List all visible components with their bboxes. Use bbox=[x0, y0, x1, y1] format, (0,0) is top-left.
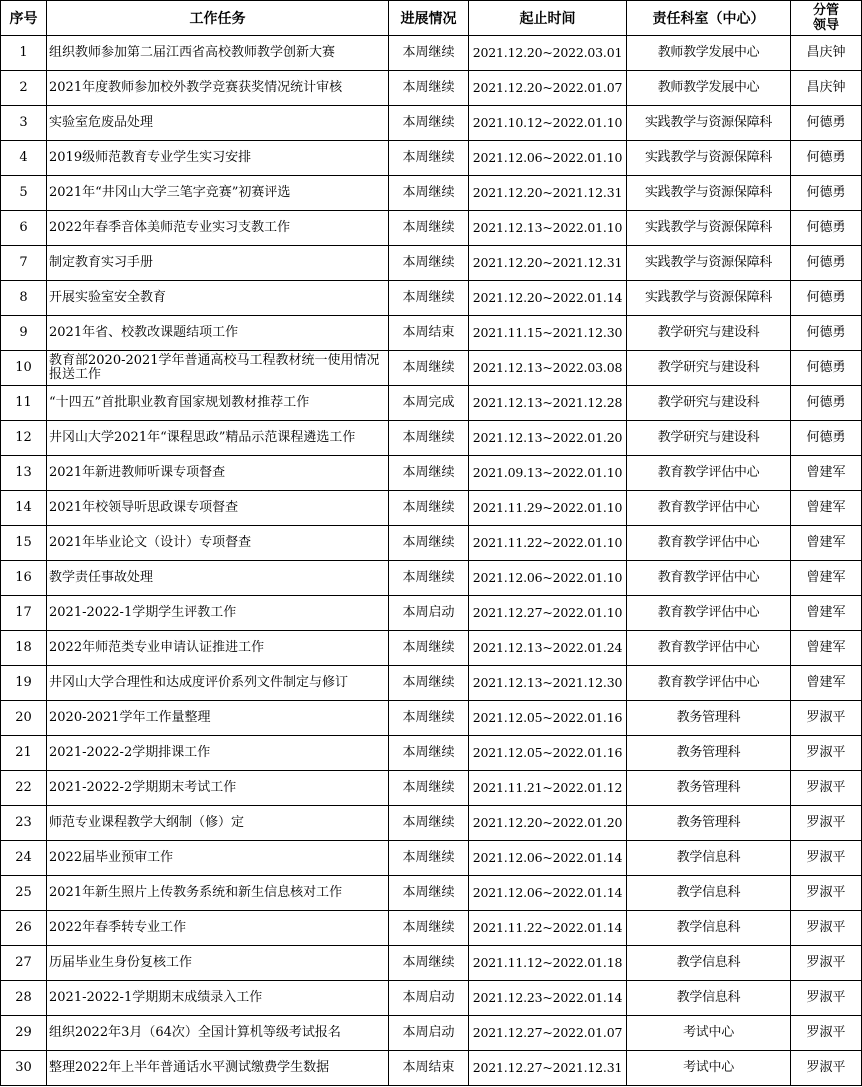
cell-status: 本周继续 bbox=[389, 491, 469, 526]
cell-leader: 何德勇 bbox=[791, 106, 862, 141]
cell-task: 井冈山大学2021年“课程思政”精品示范课程遴选工作 bbox=[47, 421, 389, 456]
cell-leader: 罗淑平 bbox=[791, 981, 862, 1016]
cell-task: 2020-2021学年工作量整理 bbox=[47, 701, 389, 736]
table-row bbox=[1, 876, 862, 911]
cell-status: 本周继续 bbox=[389, 806, 469, 841]
cell-no: 3 bbox=[1, 106, 47, 141]
header-leader-line1: 分管 bbox=[812, 3, 839, 18]
cell-period: 2021.12.06~2022.01.10 bbox=[469, 561, 627, 596]
cell-task: 教学责任事故处理 bbox=[47, 561, 389, 596]
cell-status: 本周继续 bbox=[389, 281, 469, 316]
table-row bbox=[1, 1016, 862, 1051]
cell-no: 9 bbox=[1, 316, 47, 351]
cell-status: 本周继续 bbox=[389, 106, 469, 141]
cell-period: 2021.12.20~2022.03.01 bbox=[469, 36, 627, 71]
cell-no: 21 bbox=[1, 736, 47, 771]
cell-period: 2021.12.20~2022.01.07 bbox=[469, 71, 627, 106]
cell-period: 2021.12.27~2021.12.31 bbox=[469, 1051, 627, 1086]
cell-period: 2021.12.20~2021.12.31 bbox=[469, 176, 627, 211]
cell-dept: 教学信息科 bbox=[627, 946, 791, 981]
cell-status: 本周继续 bbox=[389, 456, 469, 491]
cell-task: 2021年毕业论文（设计）专项督查 bbox=[47, 526, 389, 561]
cell-task: 组织2022年3月（64次）全国计算机等级考试报名 bbox=[47, 1016, 389, 1051]
cell-period: 2021.12.20~2021.12.31 bbox=[469, 246, 627, 281]
header-leader-line2: 领导 bbox=[812, 18, 839, 33]
cell-leader: 罗淑平 bbox=[791, 946, 862, 981]
cell-no: 1 bbox=[1, 36, 47, 71]
cell-status: 本周继续 bbox=[389, 351, 469, 386]
cell-dept: 教学研究与建设科 bbox=[627, 386, 791, 421]
cell-leader: 何德勇 bbox=[791, 281, 862, 316]
cell-leader: 何德勇 bbox=[791, 421, 862, 456]
cell-dept: 教育教学评估中心 bbox=[627, 596, 791, 631]
table-row bbox=[1, 106, 862, 141]
table-row bbox=[1, 36, 862, 71]
cell-no: 11 bbox=[1, 386, 47, 421]
cell-period: 2021.12.13~2021.12.30 bbox=[469, 666, 627, 701]
table-row bbox=[1, 981, 862, 1016]
cell-task: 2022届毕业预审工作 bbox=[47, 841, 389, 876]
cell-leader: 罗淑平 bbox=[791, 701, 862, 736]
cell-leader: 昌庆钟 bbox=[791, 36, 862, 71]
cell-period: 2021.12.05~2022.01.16 bbox=[469, 736, 627, 771]
table-row bbox=[1, 1051, 862, 1086]
cell-status: 本周继续 bbox=[389, 421, 469, 456]
cell-period: 2021.12.20~2022.01.20 bbox=[469, 806, 627, 841]
table-row bbox=[1, 701, 862, 736]
cell-period: 2021.10.12~2022.01.10 bbox=[469, 106, 627, 141]
cell-leader: 曾建军 bbox=[791, 456, 862, 491]
cell-task: 2021-2022-2学期排课工作 bbox=[47, 736, 389, 771]
cell-period: 2021.12.23~2022.01.14 bbox=[469, 981, 627, 1016]
cell-no: 5 bbox=[1, 176, 47, 211]
cell-leader: 曾建军 bbox=[791, 526, 862, 561]
cell-status: 本周结束 bbox=[389, 1051, 469, 1086]
cell-leader: 曾建军 bbox=[791, 596, 862, 631]
cell-dept: 教学信息科 bbox=[627, 876, 791, 911]
header-leader bbox=[791, 1, 862, 36]
cell-dept: 教学研究与建设科 bbox=[627, 351, 791, 386]
cell-task: 2022年师范类专业申请认证推进工作 bbox=[47, 631, 389, 666]
cell-no: 19 bbox=[1, 666, 47, 701]
cell-no: 20 bbox=[1, 701, 47, 736]
cell-task: 2021-2022-1学期学生评教工作 bbox=[47, 596, 389, 631]
cell-task: 开展实验室安全教育 bbox=[47, 281, 389, 316]
cell-task: 2021年新进教师听课专项督查 bbox=[47, 456, 389, 491]
cell-status: 本周继续 bbox=[389, 36, 469, 71]
cell-period: 2021.09.13~2022.01.10 bbox=[469, 456, 627, 491]
cell-leader: 曾建军 bbox=[791, 561, 862, 596]
cell-period: 2021.12.05~2022.01.16 bbox=[469, 701, 627, 736]
cell-dept: 考试中心 bbox=[627, 1051, 791, 1086]
cell-task: 井冈山大学合理性和达成度评价系列文件制定与修订 bbox=[47, 666, 389, 701]
cell-status: 本周继续 bbox=[389, 631, 469, 666]
table-header-row bbox=[1, 1, 862, 36]
cell-task: 2021-2022-2学期期末考试工作 bbox=[47, 771, 389, 806]
header-task: 工作任务 bbox=[47, 1, 389, 36]
table-row bbox=[1, 806, 862, 841]
cell-period: 2021.11.22~2022.01.14 bbox=[469, 911, 627, 946]
cell-dept: 教育教学评估中心 bbox=[627, 561, 791, 596]
cell-dept: 实践教学与资源保障科 bbox=[627, 281, 791, 316]
table-row bbox=[1, 141, 862, 176]
cell-dept: 教育教学评估中心 bbox=[627, 491, 791, 526]
cell-status: 本周继续 bbox=[389, 701, 469, 736]
table-body bbox=[1, 36, 862, 1086]
cell-period: 2021.12.13~2022.03.08 bbox=[469, 351, 627, 386]
table-row bbox=[1, 771, 862, 806]
cell-no: 17 bbox=[1, 596, 47, 631]
cell-leader: 何德勇 bbox=[791, 351, 862, 386]
cell-dept: 教育教学评估中心 bbox=[627, 631, 791, 666]
cell-task: 组织教师参加第二届江西省高校教师教学创新大赛 bbox=[47, 36, 389, 71]
cell-status: 本周继续 bbox=[389, 771, 469, 806]
cell-leader: 罗淑平 bbox=[791, 841, 862, 876]
cell-no: 25 bbox=[1, 876, 47, 911]
table-row bbox=[1, 491, 862, 526]
table-row bbox=[1, 351, 862, 386]
cell-dept: 教务管理科 bbox=[627, 806, 791, 841]
cell-status: 本周结束 bbox=[389, 316, 469, 351]
cell-no: 2 bbox=[1, 71, 47, 106]
table-row bbox=[1, 911, 862, 946]
cell-no: 12 bbox=[1, 421, 47, 456]
table-row bbox=[1, 596, 862, 631]
cell-period: 2021.12.06~2022.01.10 bbox=[469, 141, 627, 176]
table-row bbox=[1, 631, 862, 666]
cell-status: 本周继续 bbox=[389, 736, 469, 771]
cell-period: 2021.12.20~2022.01.14 bbox=[469, 281, 627, 316]
cell-leader: 罗淑平 bbox=[791, 806, 862, 841]
cell-status: 本周继续 bbox=[389, 526, 469, 561]
cell-leader: 何德勇 bbox=[791, 176, 862, 211]
cell-no: 7 bbox=[1, 246, 47, 281]
cell-period: 2021.12.13~2021.12.28 bbox=[469, 386, 627, 421]
cell-period: 2021.11.21~2022.01.12 bbox=[469, 771, 627, 806]
cell-leader: 罗淑平 bbox=[791, 736, 862, 771]
table-row bbox=[1, 71, 862, 106]
cell-no: 22 bbox=[1, 771, 47, 806]
cell-task: 2021年省、校教改课题结项工作 bbox=[47, 316, 389, 351]
table-row bbox=[1, 946, 862, 981]
cell-no: 14 bbox=[1, 491, 47, 526]
table-row bbox=[1, 561, 862, 596]
cell-period: 2021.12.06~2022.01.14 bbox=[469, 841, 627, 876]
cell-leader: 罗淑平 bbox=[791, 911, 862, 946]
cell-status: 本周继续 bbox=[389, 841, 469, 876]
table-row bbox=[1, 386, 862, 421]
cell-dept: 教师教学发展中心 bbox=[627, 71, 791, 106]
cell-no: 10 bbox=[1, 351, 47, 386]
cell-task: 2022年春季转专业工作 bbox=[47, 911, 389, 946]
cell-leader: 曾建军 bbox=[791, 666, 862, 701]
cell-task: 实验室危废品处理 bbox=[47, 106, 389, 141]
cell-no: 13 bbox=[1, 456, 47, 491]
cell-leader: 何德勇 bbox=[791, 316, 862, 351]
cell-no: 6 bbox=[1, 211, 47, 246]
cell-no: 8 bbox=[1, 281, 47, 316]
cell-dept: 教育教学评估中心 bbox=[627, 526, 791, 561]
cell-period: 2021.11.15~2021.12.30 bbox=[469, 316, 627, 351]
cell-task: 制定教育实习手册 bbox=[47, 246, 389, 281]
cell-period: 2021.12.13~2022.01.20 bbox=[469, 421, 627, 456]
cell-status: 本周继续 bbox=[389, 561, 469, 596]
table-row bbox=[1, 211, 862, 246]
cell-status: 本周完成 bbox=[389, 386, 469, 421]
cell-leader: 曾建军 bbox=[791, 491, 862, 526]
table-row bbox=[1, 176, 862, 211]
cell-task: 2021年度教师参加校外教学竞赛获奖情况统计审核 bbox=[47, 71, 389, 106]
cell-period: 2021.12.13~2022.01.24 bbox=[469, 631, 627, 666]
cell-no: 24 bbox=[1, 841, 47, 876]
cell-dept: 教学信息科 bbox=[627, 911, 791, 946]
header-status: 进展情况 bbox=[389, 1, 469, 36]
cell-dept: 实践教学与资源保障科 bbox=[627, 246, 791, 281]
cell-no: 4 bbox=[1, 141, 47, 176]
table-row bbox=[1, 736, 862, 771]
cell-status: 本周启动 bbox=[389, 981, 469, 1016]
cell-leader: 何德勇 bbox=[791, 211, 862, 246]
cell-dept: 教学信息科 bbox=[627, 841, 791, 876]
header-no: 序号 bbox=[1, 1, 47, 36]
cell-dept: 实践教学与资源保障科 bbox=[627, 176, 791, 211]
cell-status: 本周继续 bbox=[389, 946, 469, 981]
header-dept: 责任科室（中心） bbox=[627, 1, 791, 36]
cell-period: 2021.11.22~2022.01.10 bbox=[469, 526, 627, 561]
cell-dept: 教务管理科 bbox=[627, 736, 791, 771]
cell-status: 本周启动 bbox=[389, 1016, 469, 1051]
cell-task: 2022年春季音体美师范专业实习支教工作 bbox=[47, 211, 389, 246]
cell-leader: 昌庆钟 bbox=[791, 71, 862, 106]
cell-task: “十四五”首批职业教育国家规划教材推荐工作 bbox=[47, 386, 389, 421]
cell-no: 30 bbox=[1, 1051, 47, 1086]
table-row bbox=[1, 841, 862, 876]
cell-no: 26 bbox=[1, 911, 47, 946]
cell-no: 15 bbox=[1, 526, 47, 561]
cell-leader: 何德勇 bbox=[791, 386, 862, 421]
table-row bbox=[1, 456, 862, 491]
cell-status: 本周继续 bbox=[389, 666, 469, 701]
cell-no: 28 bbox=[1, 981, 47, 1016]
table-row bbox=[1, 666, 862, 701]
cell-status: 本周继续 bbox=[389, 211, 469, 246]
cell-dept: 教学研究与建设科 bbox=[627, 316, 791, 351]
cell-task: 历届毕业生身份复核工作 bbox=[47, 946, 389, 981]
cell-no: 18 bbox=[1, 631, 47, 666]
cell-period: 2021.12.27~2022.01.07 bbox=[469, 1016, 627, 1051]
cell-period: 2021.11.12~2022.01.18 bbox=[469, 946, 627, 981]
cell-task: 师范专业课程教学大纲制（修）定 bbox=[47, 806, 389, 841]
cell-leader: 何德勇 bbox=[791, 246, 862, 281]
cell-period: 2021.12.27~2022.01.10 bbox=[469, 596, 627, 631]
cell-dept: 教学研究与建设科 bbox=[627, 421, 791, 456]
cell-dept: 教育教学评估中心 bbox=[627, 456, 791, 491]
cell-task: 2021年新生照片上传教务系统和新生信息核对工作 bbox=[47, 876, 389, 911]
table-row bbox=[1, 316, 862, 351]
cell-dept: 教务管理科 bbox=[627, 701, 791, 736]
cell-period: 2021.11.29~2022.01.10 bbox=[469, 491, 627, 526]
cell-status: 本周继续 bbox=[389, 911, 469, 946]
cell-dept: 实践教学与资源保障科 bbox=[627, 141, 791, 176]
cell-leader: 何德勇 bbox=[791, 141, 862, 176]
cell-dept: 考试中心 bbox=[627, 1016, 791, 1051]
cell-leader: 罗淑平 bbox=[791, 1016, 862, 1051]
cell-task: 2021-2022-1学期期末成绩录入工作 bbox=[47, 981, 389, 1016]
cell-period: 2021.12.06~2022.01.14 bbox=[469, 876, 627, 911]
cell-dept: 教师教学发展中心 bbox=[627, 36, 791, 71]
cell-task: 2021年校领导听思政课专项督查 bbox=[47, 491, 389, 526]
cell-dept: 教学信息科 bbox=[627, 981, 791, 1016]
cell-leader: 罗淑平 bbox=[791, 876, 862, 911]
cell-status: 本周继续 bbox=[389, 141, 469, 176]
header-period: 起止时间 bbox=[469, 1, 627, 36]
cell-task: 2019级师范教育专业学生实习安排 bbox=[47, 141, 389, 176]
cell-task: 教育部2020-2021学年普通高校马工程教材统一使用情况报送工作 bbox=[47, 351, 389, 386]
cell-period: 2021.12.13~2022.01.10 bbox=[469, 211, 627, 246]
cell-dept: 实践教学与资源保障科 bbox=[627, 211, 791, 246]
cell-status: 本周继续 bbox=[389, 876, 469, 911]
cell-status: 本周继续 bbox=[389, 246, 469, 281]
cell-leader: 罗淑平 bbox=[791, 1051, 862, 1086]
cell-task: 2021年“井冈山大学三笔字竞赛”初赛评选 bbox=[47, 176, 389, 211]
cell-task: 整理2022年上半年普通话水平测试缴费学生数据 bbox=[47, 1051, 389, 1086]
cell-no: 27 bbox=[1, 946, 47, 981]
table-row bbox=[1, 246, 862, 281]
table-row bbox=[1, 421, 862, 456]
cell-leader: 曾建军 bbox=[791, 631, 862, 666]
cell-no: 23 bbox=[1, 806, 47, 841]
cell-dept: 实践教学与资源保障科 bbox=[627, 106, 791, 141]
cell-status: 本周继续 bbox=[389, 71, 469, 106]
cell-no: 16 bbox=[1, 561, 47, 596]
cell-leader: 罗淑平 bbox=[791, 771, 862, 806]
cell-no: 29 bbox=[1, 1016, 47, 1051]
cell-status: 本周继续 bbox=[389, 176, 469, 211]
table-row bbox=[1, 526, 862, 561]
cell-dept: 教育教学评估中心 bbox=[627, 666, 791, 701]
cell-status: 本周启动 bbox=[389, 596, 469, 631]
table-row bbox=[1, 281, 862, 316]
cell-dept: 教务管理科 bbox=[627, 771, 791, 806]
